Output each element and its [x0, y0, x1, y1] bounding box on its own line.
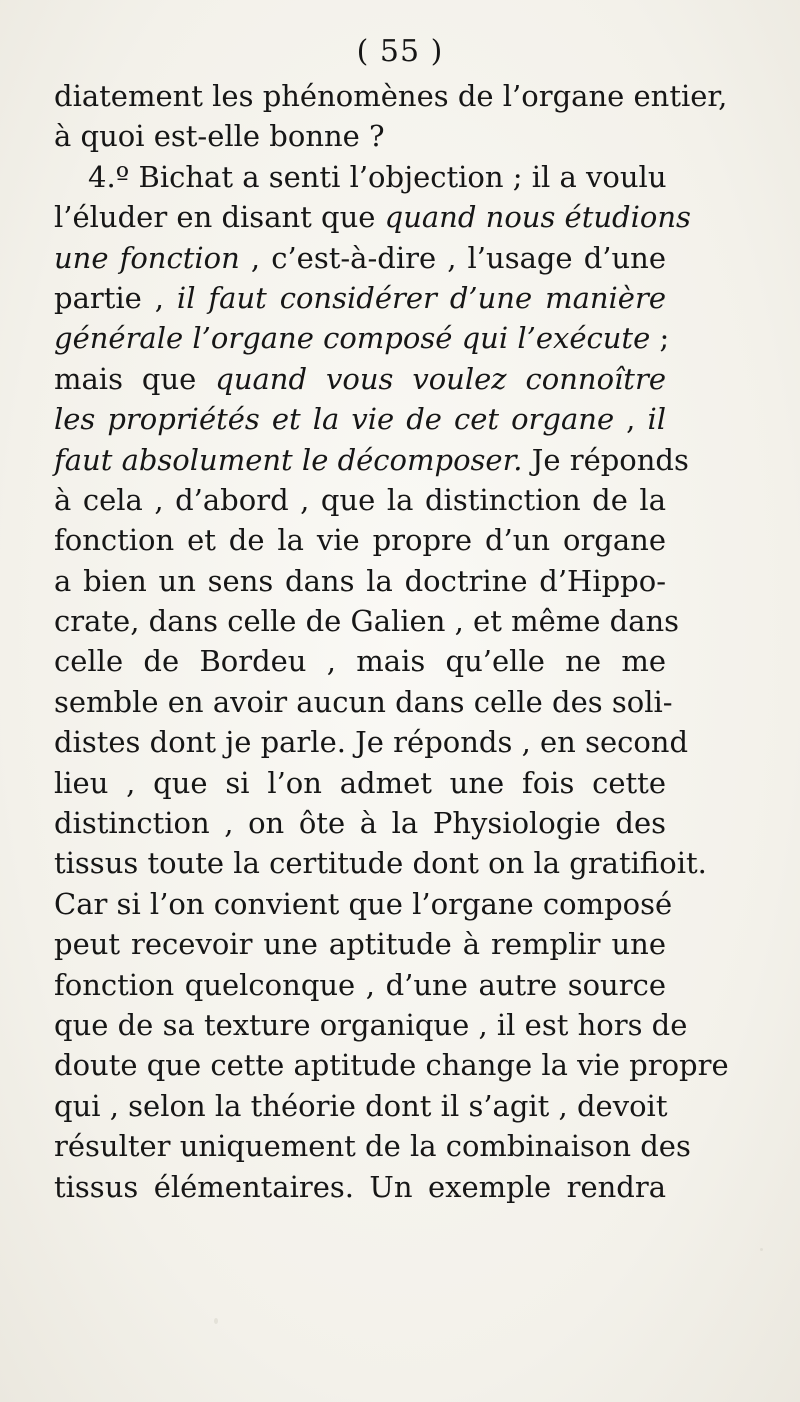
text-segment: partie ,	[54, 280, 177, 315]
text-line	[54, 76, 728, 116]
italic-text: il	[647, 402, 667, 437]
text-segment: 4.º Bichat a senti l’objection ; il a voulu	[88, 159, 667, 194]
text-line	[54, 1086, 666, 1126]
text-segment: Car si l’on convient que l’organe composé	[54, 886, 673, 921]
text-segment: fonction et de la vie propre d’un organe	[54, 523, 666, 558]
text-line	[54, 924, 666, 964]
italic-text: il faut considérer d’une manière	[176, 280, 666, 315]
text-segment: celle de Bordeu , mais qu’elle ne me	[54, 644, 666, 679]
text-line	[54, 440, 689, 480]
italic-text: une fonction	[54, 240, 240, 275]
text-line	[54, 480, 666, 520]
italic-text: quand nous étudions	[384, 200, 691, 235]
text-line	[54, 843, 707, 883]
text-line	[54, 1005, 688, 1045]
text-segment: tissus toute la certitude dont on la gratifioit.	[54, 846, 707, 881]
text-line	[54, 1167, 666, 1207]
text-segment: que de sa texture organique , il est hors de	[54, 1007, 688, 1042]
text-line	[54, 1045, 729, 1085]
text-segment: crate, dans celle de Galien , et même dans	[54, 604, 680, 639]
page-number: ( 55 )	[356, 34, 444, 69]
text-line	[54, 238, 666, 278]
text-segment: ,	[614, 402, 648, 437]
text-segment: qui , selon la théorie dont il s’agit , devoit	[54, 1088, 668, 1123]
text-segment: mais que	[54, 361, 216, 396]
italic-text: générale l’organe composé qui l’exécute	[54, 321, 651, 356]
text-line	[54, 763, 666, 803]
text-segment: distinction , on ôte à la Physiologie des	[54, 806, 666, 841]
text-line	[54, 722, 689, 762]
text-line	[54, 803, 666, 843]
text-segment: fonction quelconque , d’une autre source	[54, 967, 666, 1002]
text-segment: résulter uniquement de la combinaison des	[54, 1129, 691, 1164]
text-segment: ;	[650, 321, 670, 356]
text-line	[54, 278, 666, 318]
text-segment: distes dont je parle. Je réponds , en second	[54, 725, 689, 760]
text-segment: tissus élémentaires. Un exemple rendra	[54, 1169, 666, 1204]
text-segment: a bien un sens dans la doctrine d’Hippo-	[54, 563, 666, 598]
text-segment: à quoi est-elle bonne ?	[54, 119, 385, 154]
text-segment: lieu , que si l’on admet une fois cette	[54, 765, 666, 800]
text-line	[54, 884, 673, 924]
text-segment: diatement les phénomènes de l’organe entier,	[54, 79, 728, 113]
text-line	[54, 682, 673, 722]
text-segment: peut recevoir une aptitude à remplir une	[54, 927, 666, 962]
text-segment: , c’est-à-dire , l’usage d’une	[239, 240, 666, 275]
text-line	[54, 157, 666, 197]
text-line	[54, 1126, 691, 1166]
text-segment: semble en avoir aucun dans celle des soli-	[54, 684, 673, 719]
text-line	[54, 561, 666, 601]
text-segment: l’éluder en disant que	[54, 200, 385, 235]
italic-text: faut absolument le décomposer.	[54, 442, 523, 477]
paper-speck	[214, 1318, 218, 1324]
text-line	[54, 601, 680, 641]
text-line	[54, 197, 691, 237]
text-segment: doute que cette aptitude change la vie propre	[54, 1048, 729, 1083]
text-line	[54, 318, 670, 358]
text-line	[54, 965, 666, 1005]
text-line	[54, 399, 666, 439]
text-line	[54, 116, 666, 156]
body-text	[54, 76, 729, 1207]
paper-speck	[760, 1248, 763, 1251]
text-segment: Je réponds	[522, 442, 689, 477]
text-line	[54, 359, 666, 399]
text-line	[54, 520, 666, 560]
italic-text: les propriétés et la vie de cet organe	[54, 402, 615, 437]
italic-text: quand vous voulez connoître	[215, 361, 666, 396]
text-line	[54, 641, 666, 681]
text-segment: à cela , d’abord , que la distinction de la	[54, 482, 666, 517]
